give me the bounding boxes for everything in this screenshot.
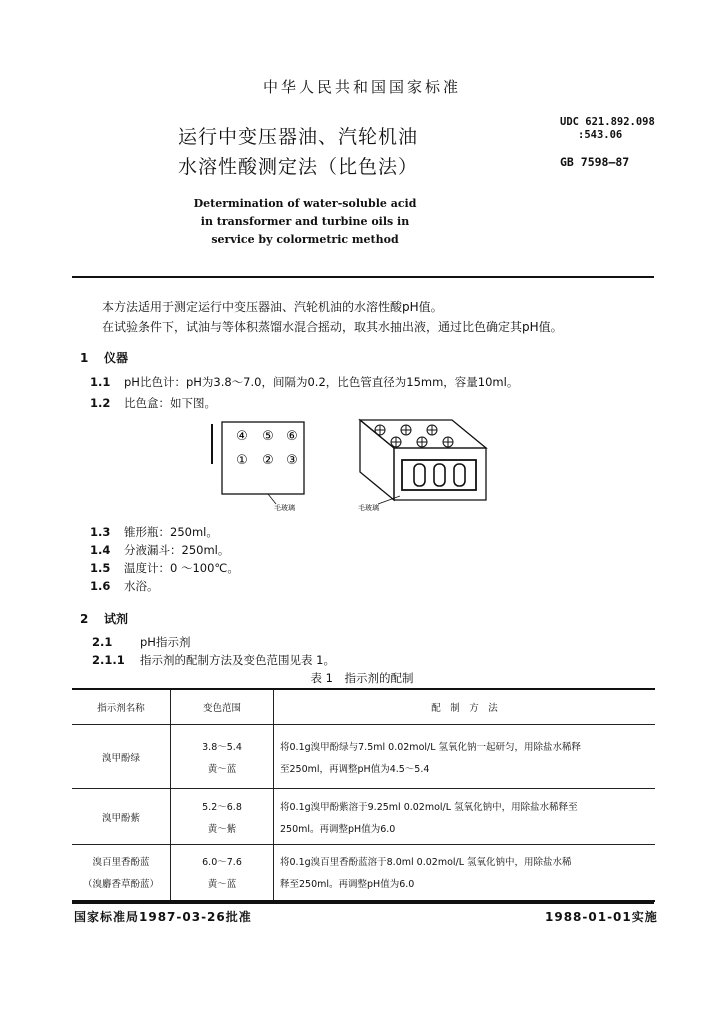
item-text: 比色盒：如下图。 <box>124 396 216 410</box>
indicator-name: 溴百里香酚蓝 <box>92 857 150 869</box>
standard-name: 中华人民共和国国家标准 <box>262 78 461 96</box>
range-cell <box>171 725 274 789</box>
label-pointer-left <box>268 494 276 504</box>
udc-number: UDC 621.892.098 <box>560 116 655 128</box>
method-line: 将0.1g溴甲酚绿与7.5ml 0.02mol/L 氢氧化钠一起研匀，用除盐水稀释 <box>280 741 582 753</box>
table-row <box>72 789 655 845</box>
color-change: 黄～蓝 <box>207 763 237 775</box>
item-1-5 <box>90 560 239 576</box>
tube-slot-5: ⑤ <box>262 429 274 444</box>
title-line-2: 水溶性酸测定法（比色法） <box>178 156 419 178</box>
item-1-4 <box>90 542 229 558</box>
item-text: pH比色计：pH为3.8～7.0，间隔为0.2，比色管直径为15mm，容量10ml。 <box>124 375 519 389</box>
column-header-range: 变色范围 <box>171 689 274 725</box>
item-number: 2.1 <box>92 635 113 649</box>
indicator-name-cell <box>72 725 171 789</box>
tube-hole-cross <box>375 425 453 447</box>
item-2-1-1 <box>92 652 335 668</box>
frosted-glass-label-right: 毛玻璃 <box>358 504 379 512</box>
item-number: 1.3 <box>90 525 111 539</box>
box-front-face <box>394 448 486 500</box>
ph-range: 6.0～7.6 <box>202 857 242 869</box>
section-heading-1 <box>80 349 128 366</box>
method-cell <box>274 789 656 845</box>
approval-date: 国家标准局1987-03-26批准 <box>74 910 252 924</box>
section-title: 仪器 <box>104 351 129 365</box>
english-title-line-3: service by colormetric method <box>211 233 399 246</box>
range-cell <box>171 789 274 845</box>
table-row <box>72 845 655 901</box>
intro-paragraph-2: 在试验条件下，试油与等体积蒸馏水混合摇动，取其水抽出液，通过比色确定其pH值。 <box>102 320 563 334</box>
item-number: 1.5 <box>90 561 111 575</box>
range-cell <box>171 845 274 901</box>
column-header-method: 配 制 方 法 <box>274 689 656 725</box>
item-text: 锥形瓶：250ml。 <box>124 525 218 539</box>
section-number: 1 <box>80 351 89 365</box>
tube-window <box>414 464 425 486</box>
item-number: 1.6 <box>90 579 111 593</box>
indicator-name-cell <box>72 845 171 901</box>
ph-range: 5.2～6.8 <box>202 801 242 813</box>
method-line: 将0.1g溴百里香酚蓝溶于8.0ml 0.02mol/L 氢氧化钠中，用除盐水稀 <box>280 857 572 869</box>
box-side-face <box>360 420 394 500</box>
english-title-line-2: in transformer and turbine oils in <box>200 215 410 228</box>
section-number: 2 <box>80 612 89 626</box>
indicator-table <box>72 688 655 902</box>
method-cell <box>274 725 656 789</box>
color-comparator-box-figure <box>200 416 490 516</box>
indicator-alias: （溴麝香草酚蓝） <box>82 879 159 891</box>
item-text: 指示剂的配制方法及变色范围见表 1。 <box>140 653 335 667</box>
color-change: 黄～蓝 <box>207 879 237 891</box>
tube-slot-1: ① <box>236 453 248 468</box>
item-text: 水浴。 <box>124 579 159 593</box>
indicator-name: 溴甲酚紫 <box>101 812 140 824</box>
method-line: 至250ml，再调整pH值为4.5～5.4 <box>280 763 430 775</box>
method-line: 250ml。再调整pH值为6.0 <box>280 823 396 835</box>
color-change: 黄～紫 <box>207 823 237 835</box>
indicator-name: 溴甲酚绿 <box>101 752 140 764</box>
method-line: 将0.1g溴甲酚紫溶于9.25ml 0.02mol/L 氢氧化钠中，用除盐水稀释至 <box>280 801 578 813</box>
tube-slot-3: ③ <box>286 453 298 468</box>
item-text: 分液漏斗：250ml。 <box>124 543 230 557</box>
header-rule <box>72 276 654 278</box>
indicator-name-cell <box>72 789 171 845</box>
tube-window <box>434 464 445 486</box>
tube-slot-2: ② <box>262 453 274 468</box>
column-header-name: 指示剂名称 <box>72 689 171 725</box>
item-1-2 <box>90 395 216 411</box>
item-number: 1.2 <box>90 396 111 410</box>
intro-paragraph-1: 本方法适用于测定运行中变压器油、汽轮机油的水溶性酸pH值。 <box>102 300 443 314</box>
item-number: 1.1 <box>90 375 111 389</box>
item-2-1 <box>92 634 190 650</box>
item-text: 温度计：0 ～100℃。 <box>124 561 239 575</box>
udc-number-cont: :543.06 <box>578 129 623 141</box>
item-number: 1.4 <box>90 543 111 557</box>
item-number: 2.1.1 <box>92 653 125 667</box>
item-1-3 <box>90 524 218 540</box>
gb-number: GB 7598—87 <box>560 155 630 169</box>
tube-slot-4: ④ <box>236 429 248 444</box>
title-line-1: 运行中变压器油、汽轮机油 <box>178 126 419 148</box>
table-header-row <box>72 689 655 725</box>
box-top-face <box>360 420 486 448</box>
item-1-1 <box>90 374 518 390</box>
table-caption: 表 1 指示剂的配制 <box>310 671 414 685</box>
method-line: 释至250ml。再调整pH值为6.0 <box>280 879 415 891</box>
frosted-glass-label-left: 毛玻璃 <box>274 504 295 512</box>
english-title-line-1: Determination of water-soluble acid <box>193 197 417 210</box>
item-1-6 <box>90 578 159 594</box>
effective-date: 1988-01-01实施 <box>545 910 658 924</box>
section-heading-2 <box>80 610 128 627</box>
section-title: 试剂 <box>104 612 129 626</box>
footer-rule <box>72 902 654 904</box>
tube-slot-6: ⑥ <box>286 429 298 444</box>
ph-range: 3.8～5.4 <box>202 741 242 753</box>
item-text: pH指示剂 <box>140 635 191 649</box>
table-row <box>72 725 655 789</box>
method-cell <box>274 845 656 901</box>
tube-window <box>454 464 465 486</box>
